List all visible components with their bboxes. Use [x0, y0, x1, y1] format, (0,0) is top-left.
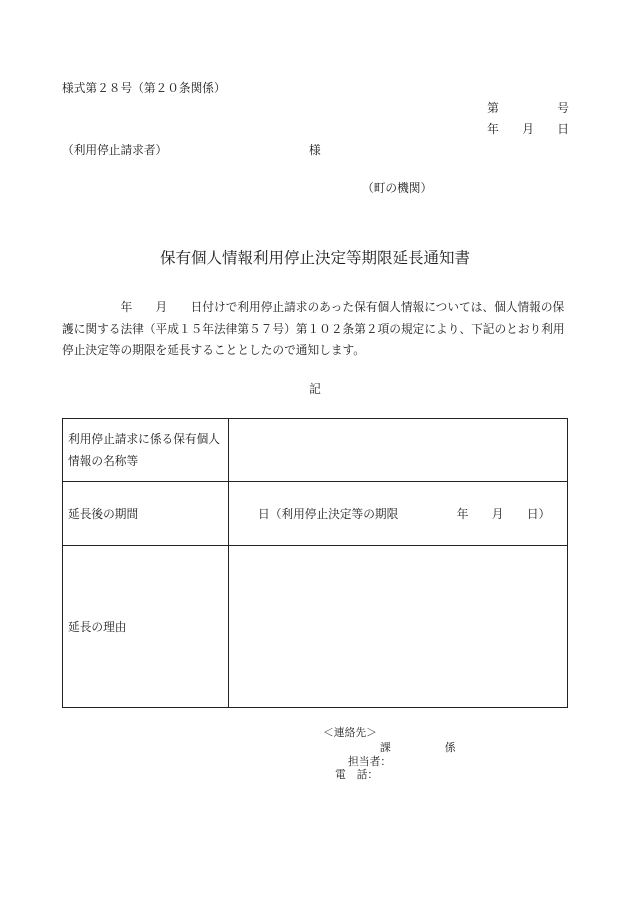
target-info-label — [63, 419, 229, 481]
document-date: 年 月 日 — [487, 122, 569, 136]
label-line: 利用停止請求に係る保有個人 — [68, 432, 220, 446]
label-line: 情報の名称等 — [68, 454, 139, 468]
target-info-value — [229, 419, 567, 481]
details-table — [62, 418, 568, 708]
table-row-extended-period — [63, 482, 567, 546]
sender-agency: （町の機関） — [362, 181, 433, 195]
recipient-label: （利用停止請求者） — [62, 143, 168, 157]
recipient-honorific: 様 — [309, 143, 321, 157]
extended-period-label — [63, 482, 229, 545]
body-line: 護に関する法律（平成１５年法律第５７号）第１０２条第２項の規定により、下記のとおり利用 — [62, 321, 565, 336]
body-paragraph — [62, 297, 568, 362]
ki-heading: 記 — [309, 382, 321, 396]
table-row-target-info — [63, 419, 567, 482]
extension-reason-value — [229, 546, 567, 707]
contact-section: 課 係 — [380, 741, 456, 754]
form-number: 様式第２８号（第２０条関係） — [62, 81, 226, 95]
table-row-extension-reason — [63, 546, 567, 707]
label-line: 延長後の期間 — [68, 506, 139, 521]
body-line: 停止決定等の期限を延長することとしたので通知します。 — [62, 343, 365, 357]
contact-heading: ＜連絡先＞ — [323, 726, 377, 739]
contact-phone-label: 電 話： — [335, 768, 379, 781]
body-line: 年 月 日付けで利用停止請求のあった保有個人情報については、個人情報の保 — [62, 300, 565, 314]
extension-reason-label — [63, 546, 229, 707]
document-number: 第 号 — [487, 101, 569, 115]
document-title: 保有個人情報利用停止決定等期限延長通知書 — [159, 249, 470, 267]
contact-person-label: 担当者： — [348, 755, 392, 768]
label-line: 延長の理由 — [68, 619, 127, 634]
extended-period-value: 日（利用停止決定等の期限 年 月 日） — [258, 506, 551, 521]
